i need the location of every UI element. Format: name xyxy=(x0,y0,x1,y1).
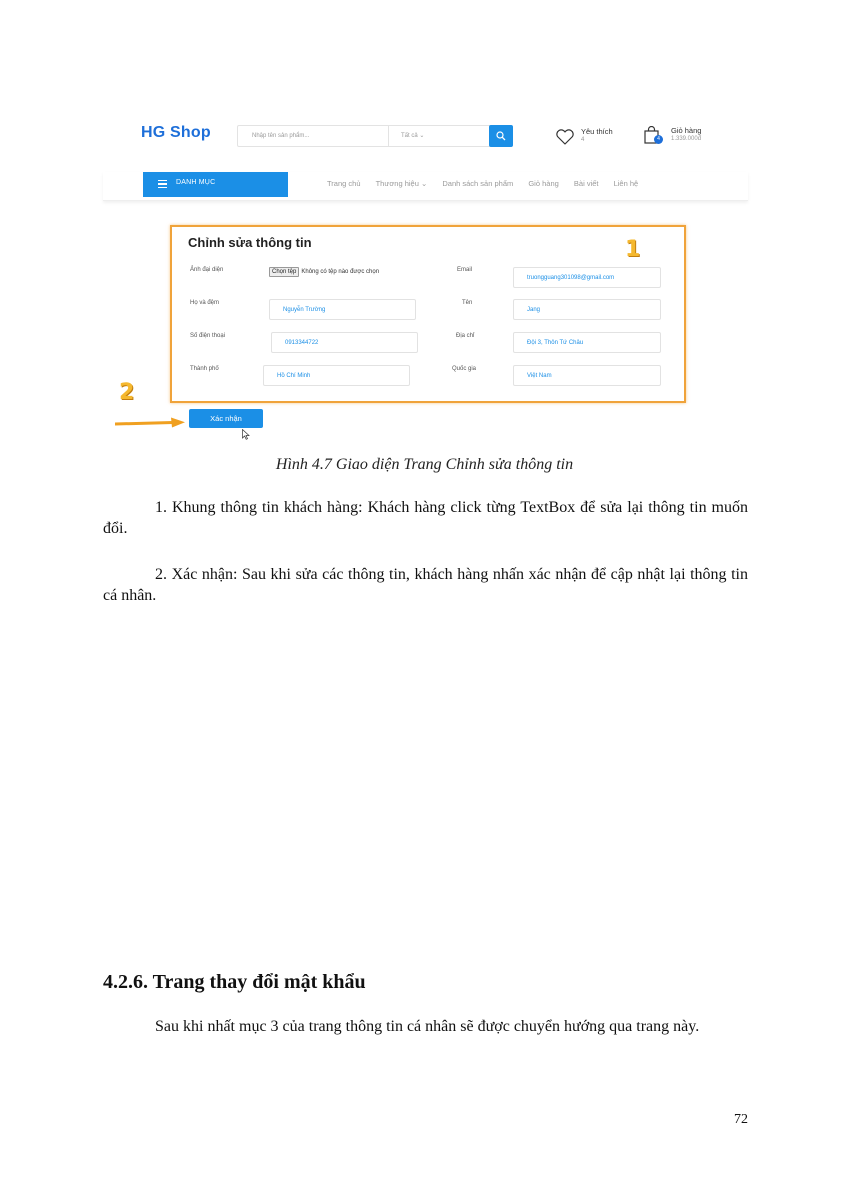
lastname-field[interactable]: Nguyễn Trường xyxy=(269,299,416,320)
form-title: Chỉnh sửa thông tin xyxy=(188,235,312,250)
confirm-button[interactable]: Xác nhận xyxy=(189,409,263,428)
annotation-marker-2: 2 xyxy=(119,380,135,405)
email-label: Email xyxy=(457,267,473,273)
main-nav xyxy=(103,172,748,201)
wishlist-label: Yêu thích xyxy=(581,127,613,136)
hamburger-icon xyxy=(158,180,167,190)
country-label: Quốc gia xyxy=(452,366,477,372)
section-paragraph: Sau khi nhất mục 3 của trang thông tin cá nhân sẽ được chuyển hướng qua trang này. xyxy=(155,1018,700,1035)
mouse-cursor-icon xyxy=(242,429,250,440)
shop-logo[interactable]: HG Shop xyxy=(141,124,211,141)
city-field[interactable]: Hồ Chí Minh xyxy=(263,365,410,386)
cart-count-badge: 4 xyxy=(654,135,663,144)
paragraph-1: 1. Khung thông tin khách hàng: Khách hàng click từng TextBox để sửa lại thông tin muốn đổi. xyxy=(103,499,748,537)
nav-item-products[interactable]: Danh sách sản phẩm xyxy=(442,179,514,188)
nav-links xyxy=(327,179,651,188)
shop-header xyxy=(103,112,748,167)
email-field[interactable]: truongguang301098@gmail.com xyxy=(513,267,661,288)
phone-label: Số điện thoại xyxy=(190,333,226,339)
page-number: 72 xyxy=(734,1112,748,1127)
category-menu-label: DANH MỤC xyxy=(176,179,216,186)
avatar-file-input[interactable] xyxy=(269,267,379,277)
heart-icon xyxy=(555,129,575,145)
annotation-arrow-icon xyxy=(115,416,187,430)
search-button[interactable] xyxy=(489,125,513,147)
address-field[interactable]: Đội 3, Thôn Tứ Châu xyxy=(513,332,661,353)
phone-field[interactable]: 0913344722 xyxy=(271,332,418,353)
annotation-marker-1: 1 xyxy=(625,237,641,262)
country-field[interactable]: Việt Nam xyxy=(513,365,661,386)
address-label: Địa chỉ xyxy=(456,333,475,339)
wishlist-count: 4 xyxy=(581,137,585,143)
cart-label: Giỏ hàng xyxy=(671,126,702,135)
search-icon xyxy=(496,131,506,141)
cart-link[interactable] xyxy=(643,124,743,150)
section-heading: 4.2.6. Trang thay đổi mật khẩu xyxy=(103,971,366,993)
nav-item-brands[interactable]: Thương hiệu ⌄ xyxy=(375,179,428,188)
paragraph-2: 2. Xác nhận: Sau khi sửa các thông tin, khách hàng nhấn xác nhận để cập nhật lại thông tin cá nhân. xyxy=(103,566,748,604)
choose-file-button[interactable]: Chọn tệp xyxy=(269,267,299,277)
search-category-select[interactable]: Tất cả ⌄ xyxy=(388,126,488,146)
search-input[interactable]: Nhập tên sản phẩm... xyxy=(252,133,310,139)
search-bar xyxy=(237,125,494,147)
cart-total: 1.339.000đ xyxy=(671,136,702,142)
firstname-field[interactable]: Jang xyxy=(513,299,661,320)
city-label: Thành phố xyxy=(190,366,219,372)
ui-screenshot-figure xyxy=(103,112,748,447)
firstname-label: Tên xyxy=(462,300,473,306)
nav-item-home[interactable]: Trang chủ xyxy=(327,179,361,188)
wishlist-link[interactable] xyxy=(555,125,625,149)
lastname-label: Họ và đệm xyxy=(190,300,220,306)
avatar-label: Ảnh đại diện xyxy=(190,267,224,273)
nav-item-cart[interactable]: Giỏ hàng xyxy=(528,179,559,188)
edit-profile-form xyxy=(170,225,686,403)
category-menu-button[interactable] xyxy=(143,172,288,197)
file-status: Không có tệp nào được chọn xyxy=(301,269,380,275)
figure-caption: Hình 4.7 Giao diện Trang Chỉnh sửa thông tin xyxy=(275,456,574,473)
nav-item-contact[interactable]: Liên hệ xyxy=(613,179,639,188)
nav-item-posts[interactable]: Bài viết xyxy=(573,179,599,188)
